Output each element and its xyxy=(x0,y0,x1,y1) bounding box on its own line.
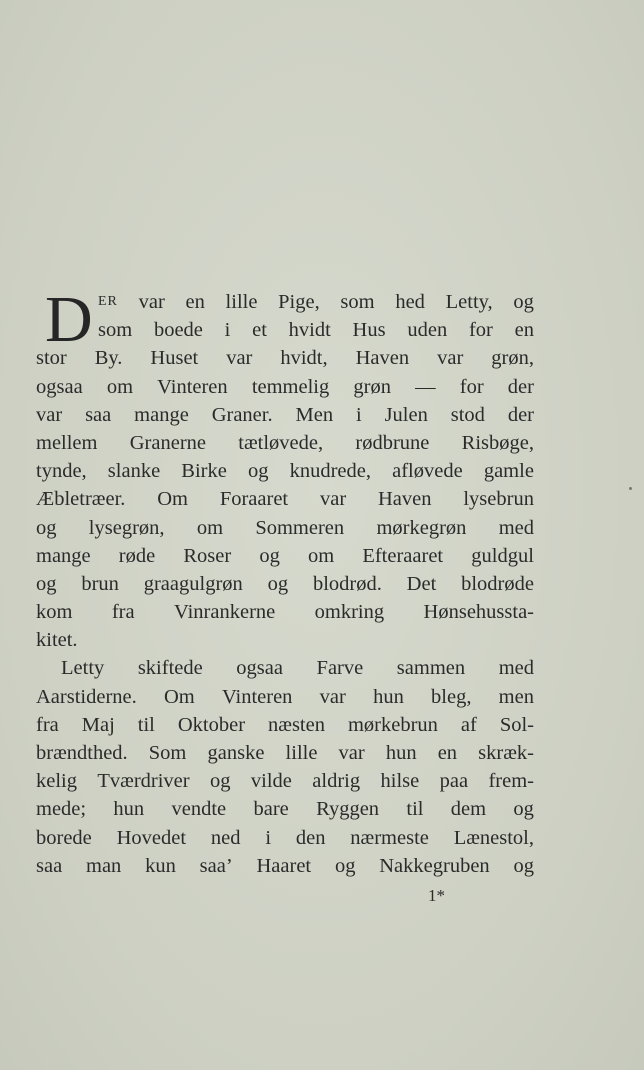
word: der xyxy=(507,403,534,426)
word: som xyxy=(98,319,133,342)
word: Æbletræer. xyxy=(36,488,126,511)
word: hilse xyxy=(380,770,420,793)
word: afløvede xyxy=(392,460,463,483)
word: tætløvede, xyxy=(238,431,324,454)
word: Efteraaret xyxy=(362,544,444,567)
word: tynde, xyxy=(36,460,87,483)
word: Hønsehussta- xyxy=(423,601,534,624)
word: med xyxy=(498,516,534,539)
word: skræk- xyxy=(478,742,534,764)
word: og xyxy=(513,798,534,821)
word: Nakkegruben xyxy=(379,854,490,877)
word: hun xyxy=(385,742,417,764)
word: Granerne xyxy=(129,431,207,454)
word: var xyxy=(319,488,347,511)
word: Farve xyxy=(316,657,364,680)
word: Lænestol, xyxy=(453,826,534,849)
word: grøn xyxy=(353,375,391,398)
word: og xyxy=(36,516,57,539)
word: om xyxy=(106,375,134,398)
word: Roser xyxy=(183,544,232,567)
word: Men xyxy=(295,403,334,426)
word: Letty, xyxy=(445,291,493,313)
word: med xyxy=(498,657,534,680)
paper-speck xyxy=(629,487,632,490)
word: Om xyxy=(163,685,195,708)
word: til xyxy=(137,713,155,736)
word: var xyxy=(338,742,365,764)
word: Ryggen xyxy=(316,798,380,821)
word: i xyxy=(265,826,272,849)
word: graagulgrøn xyxy=(143,572,243,595)
word: saa xyxy=(85,403,112,426)
word: blodrøde xyxy=(461,572,534,595)
word: Huset xyxy=(150,347,199,370)
word: mellem xyxy=(36,431,98,454)
word: mørkegrøn xyxy=(376,516,467,539)
word: og xyxy=(210,770,231,793)
word: lysebrun xyxy=(463,488,534,511)
text-line-11 xyxy=(36,570,534,598)
text-line-8 xyxy=(36,485,534,513)
word: Letty xyxy=(61,657,105,680)
word: By. xyxy=(94,347,123,370)
text-line-7 xyxy=(36,457,534,485)
word: hvidt, xyxy=(280,347,328,370)
text-line-2 xyxy=(36,316,534,344)
text-line-21 xyxy=(36,852,534,880)
word: om xyxy=(307,544,335,567)
word: om xyxy=(196,516,224,539)
word: vendte xyxy=(171,798,227,821)
word: Haven xyxy=(378,488,432,511)
word: lille xyxy=(285,742,318,764)
word: i xyxy=(355,403,362,426)
word: mede; xyxy=(36,798,87,821)
word: til xyxy=(406,798,424,821)
text-line-18 xyxy=(36,767,534,795)
word: var xyxy=(226,347,253,370)
text-line-17 xyxy=(36,739,534,767)
word: — xyxy=(415,375,436,398)
word: i xyxy=(224,319,231,342)
word: var xyxy=(138,291,165,313)
word: en xyxy=(185,291,205,313)
text-line-10 xyxy=(36,542,534,570)
word: Vinrankerne xyxy=(174,601,276,624)
text-line-3 xyxy=(36,344,534,372)
text-line-12 xyxy=(36,598,534,626)
word: borede xyxy=(36,826,92,849)
word: sammen xyxy=(396,657,466,680)
word: dem xyxy=(450,798,487,821)
word: og xyxy=(247,460,269,483)
word: ogsaa xyxy=(236,657,283,680)
word: var xyxy=(36,403,63,426)
word: Oktober xyxy=(177,713,246,736)
word: Foraaret xyxy=(219,488,289,511)
text-line-19 xyxy=(36,795,534,823)
word: Aarstiderne. xyxy=(36,685,137,708)
word: Det xyxy=(406,572,437,595)
word: en xyxy=(437,742,458,764)
word: Pige, xyxy=(278,291,320,313)
body-text xyxy=(36,283,534,880)
word: guldgul xyxy=(471,544,534,567)
word: Sommeren xyxy=(255,516,345,539)
word: for xyxy=(459,375,484,398)
word: Vinteren xyxy=(157,375,228,398)
word: men xyxy=(498,685,534,708)
word: en xyxy=(514,319,534,342)
word: hun xyxy=(373,685,404,708)
word: gamle xyxy=(483,460,534,483)
word: var xyxy=(319,685,346,708)
word: mange xyxy=(134,403,189,426)
word: som xyxy=(340,291,375,313)
word: rødbrune xyxy=(355,431,430,454)
text-line-4 xyxy=(36,373,534,401)
word: røde xyxy=(118,544,156,567)
text-line-1 xyxy=(36,288,534,316)
word: den xyxy=(295,826,326,849)
word: kelig xyxy=(36,770,77,793)
text-line-13 xyxy=(36,626,534,654)
word: og xyxy=(513,291,534,313)
word: et xyxy=(252,319,267,342)
page-number: 1* xyxy=(428,886,445,905)
word: blodrød. xyxy=(312,572,382,595)
word: fra xyxy=(111,601,135,624)
word: ogsaa xyxy=(36,375,83,398)
word: brændthed. xyxy=(36,742,128,764)
word: stor xyxy=(36,347,67,370)
word: mørkebrun xyxy=(347,713,438,736)
word: Maj xyxy=(81,713,115,736)
word: hed xyxy=(395,291,425,313)
word: nærmeste xyxy=(350,826,429,849)
word: lysegrøn, xyxy=(88,516,165,539)
word: for xyxy=(468,319,493,342)
word: Som xyxy=(148,742,187,764)
word: kun xyxy=(145,854,176,877)
text-line-5 xyxy=(36,401,534,429)
text-line-9 xyxy=(36,514,534,542)
word: Hovedet xyxy=(116,826,187,849)
word: brun xyxy=(81,572,119,595)
word: bare xyxy=(253,798,289,821)
word: og xyxy=(259,544,280,567)
drop-cap: D xyxy=(45,283,93,356)
word: saa xyxy=(36,854,63,877)
word: Haaret xyxy=(256,854,312,877)
word: Julen xyxy=(384,403,428,426)
word: boede xyxy=(153,319,203,342)
word: og xyxy=(334,854,356,877)
word: næsten xyxy=(268,713,325,736)
word: hvidt xyxy=(288,319,331,342)
word: Vinteren xyxy=(221,685,293,708)
word: slanke xyxy=(107,460,161,483)
word: kom xyxy=(36,601,73,624)
word: ganske xyxy=(207,742,265,764)
word: stod xyxy=(450,403,485,426)
word: Sol- xyxy=(499,713,534,736)
text-line-15 xyxy=(36,683,534,711)
word: temmelig xyxy=(251,375,330,398)
text-line-16 xyxy=(36,711,534,739)
word: af xyxy=(460,713,477,736)
word: knudrede, xyxy=(289,460,371,483)
word: man xyxy=(86,854,122,877)
word: kitet. xyxy=(36,629,78,652)
word: Hus xyxy=(352,319,386,342)
word: frem- xyxy=(488,770,534,793)
word: mange xyxy=(36,544,91,567)
word: Om xyxy=(157,488,188,511)
word: fra xyxy=(36,713,59,736)
word: paa xyxy=(439,770,469,793)
text-line-6 xyxy=(36,429,534,457)
word: hun xyxy=(113,798,145,821)
word: lille xyxy=(225,291,258,313)
word: grøn, xyxy=(491,347,534,370)
word: omkring xyxy=(314,601,385,624)
word: og xyxy=(267,572,289,595)
small-caps-word: ER xyxy=(98,294,118,309)
word: skiftede xyxy=(137,657,203,680)
text-line-20 xyxy=(36,824,534,852)
word: vilde xyxy=(250,770,292,793)
word: bleg, xyxy=(431,685,472,708)
word: saa’ xyxy=(199,854,233,877)
word: ned xyxy=(210,826,241,849)
word: Haven xyxy=(355,347,410,370)
word: Birke xyxy=(181,460,227,483)
word: der xyxy=(507,375,534,398)
word: og xyxy=(513,854,534,877)
word: uden xyxy=(407,319,448,342)
word: Graner. xyxy=(211,403,273,426)
word: Tværdriver xyxy=(97,770,190,793)
word: var xyxy=(437,347,464,370)
word: Risbøge, xyxy=(461,431,534,454)
text-line-14 xyxy=(36,654,534,682)
word: og xyxy=(36,572,57,595)
word: aldrig xyxy=(312,770,361,793)
